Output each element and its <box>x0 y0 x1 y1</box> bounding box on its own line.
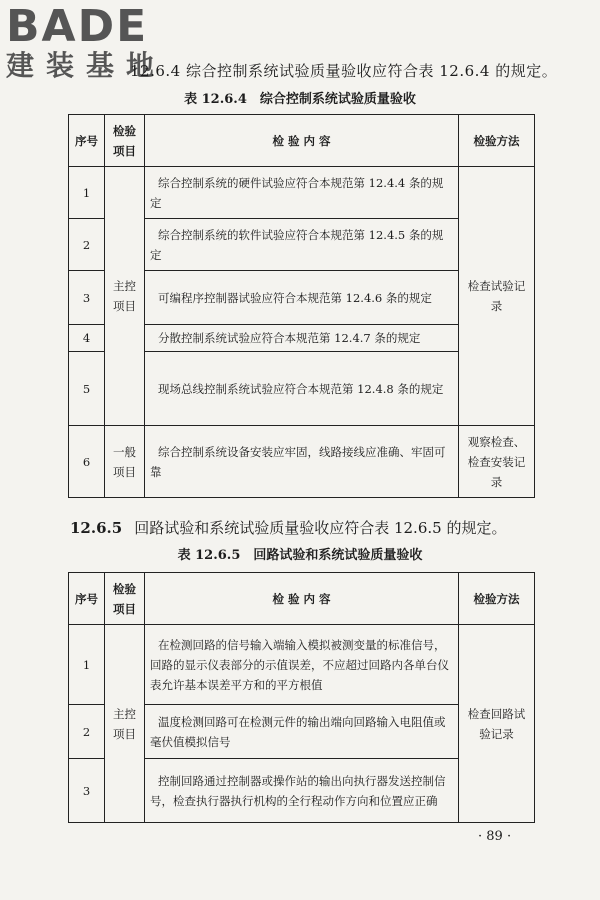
main-item-cell: 主控项目 <box>105 625 145 823</box>
table-header-row <box>69 573 535 625</box>
clause-text: 回路试验和系统试验质量验收应符合表 12.6.5 的规定。 <box>134 519 507 537</box>
general-method-cell: 观察检查、检查安装记录 <box>459 426 535 498</box>
row-content: 综合控制系统的硬件试验应符合本规范第 12.4.4 条的规定 <box>145 167 459 219</box>
row-content: 可编程序控制器试验应符合本规范第 12.4.6 条的规定 <box>145 271 459 325</box>
main-method-cell: 检查回路试验记录 <box>459 625 535 823</box>
row-seq: 3 <box>69 271 105 325</box>
row-content: 综合控制系统设备安装应牢固，线路接线应准确、牢固可靠 <box>145 426 459 498</box>
row-content: 现场总线控制系统试验应符合本规范第 12.4.8 条的规定 <box>145 352 459 426</box>
row-seq: 6 <box>69 426 105 498</box>
row-seq: 1 <box>69 625 105 705</box>
clause-number: 12.6.5 <box>70 519 123 537</box>
row-content: 分散控制系统试验应符合本规范第 12.4.7 条的规定 <box>145 325 459 352</box>
table-12-6-4 <box>68 114 535 498</box>
row-seq: 2 <box>69 219 105 271</box>
row-content: 综合控制系统的软件试验应符合本规范第 12.4.5 条的规定 <box>145 219 459 271</box>
logo-text-top: BADE <box>6 1 149 52</box>
table-row <box>69 167 535 219</box>
logo-text-bottom: 建装基地 <box>6 49 167 82</box>
row-seq: 4 <box>69 325 105 352</box>
table2-caption: 表 12.6.5 回路试验和系统试验质量验收 <box>177 548 423 563</box>
header-item: 检验项目 <box>105 115 145 167</box>
row-content: 温度检测回路可在检测元件的输出端向回路输入电阻值或毫伏值模拟信号 <box>145 705 459 759</box>
header-seq: 序号 <box>69 573 105 625</box>
main-item-cell: 主控项目 <box>105 167 145 426</box>
main-method-cell: 检查试验记录 <box>459 167 535 426</box>
table-header-row <box>69 115 535 167</box>
table-12-6-5 <box>68 572 535 823</box>
header-content: 检 验 内 容 <box>145 115 459 167</box>
row-seq: 3 <box>69 759 105 823</box>
general-item-cell: 一般项目 <box>105 426 145 498</box>
page-number: · 89 · <box>478 829 512 844</box>
row-content: 控制回路通过控制器或操作站的输出向执行器发送控制信号，检查执行器执行机构的全行程动作方向和位置应正确 <box>145 759 459 823</box>
header-seq: 序号 <box>69 115 105 167</box>
row-seq: 2 <box>69 705 105 759</box>
table-row <box>69 625 535 705</box>
clause-12-6-5 <box>70 517 506 538</box>
clause-12-6-4: 12.6.4 综合控制系统试验质量验收应符合表 12.6.4 的规定。 <box>130 62 558 80</box>
header-content: 检 验 内 容 <box>145 573 459 625</box>
row-seq: 5 <box>69 352 105 426</box>
table-row <box>69 426 535 498</box>
header-method: 检验方法 <box>459 115 535 167</box>
header-method: 检验方法 <box>459 573 535 625</box>
row-content: 在检测回路的信号输入端输入模拟被测变量的标准信号，回路的显示仪表部分的示值误差，不应超过回路内各单台仪表允许基本误差平方和的平方根值 <box>145 625 459 705</box>
table1-caption: 表 12.6.4 综合控制系统试验质量验收 <box>184 92 416 107</box>
header-item: 检验项目 <box>105 573 145 625</box>
row-seq: 1 <box>69 167 105 219</box>
